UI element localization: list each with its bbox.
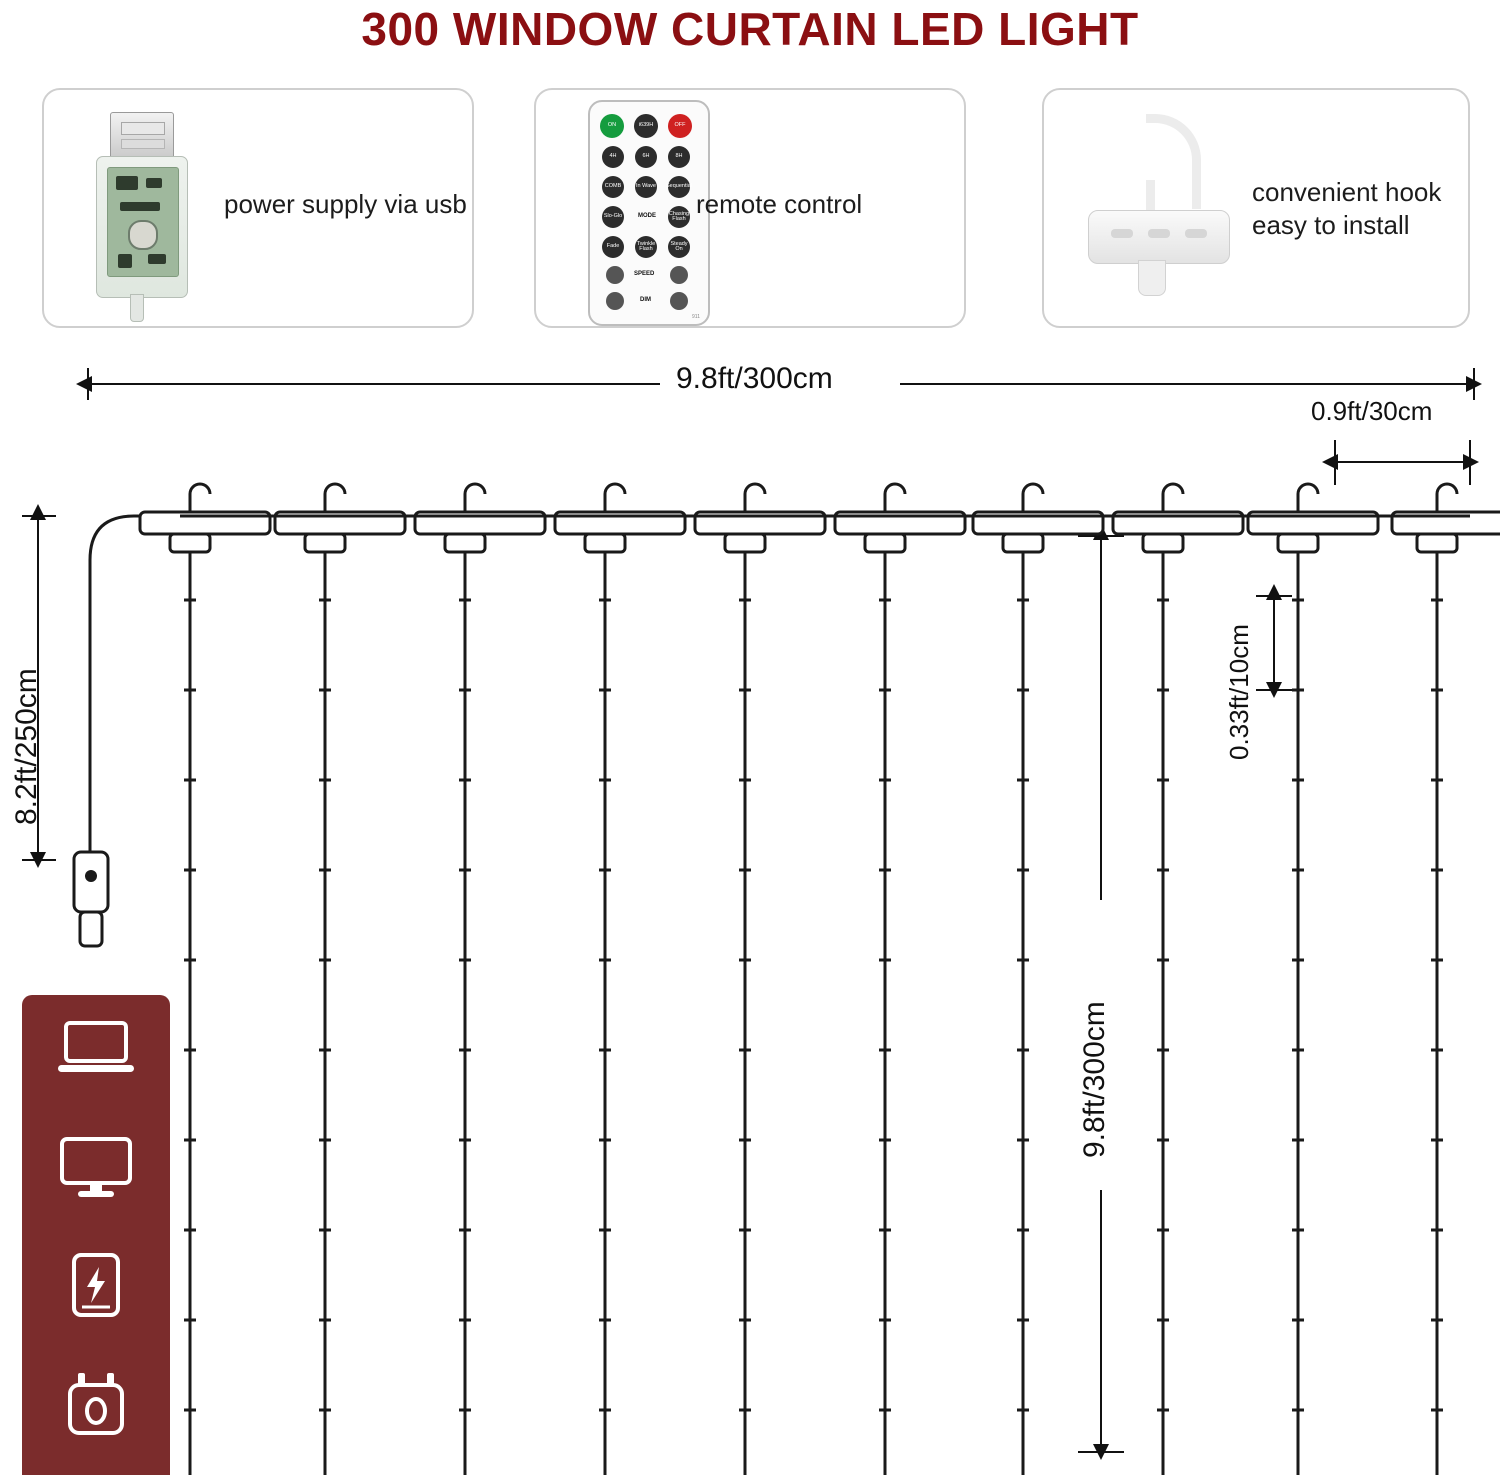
- feature-card-hook: [1042, 88, 1470, 328]
- remote-footer-text: 911: [692, 314, 700, 320]
- dimension-label-led-spacing: 0.33ft/10cm: [1224, 624, 1254, 760]
- remote-button-dim-up: [670, 292, 688, 310]
- remote-label-dim: DIM: [640, 297, 651, 303]
- strand-hook: [415, 484, 545, 1475]
- strand-hook: [1248, 484, 1378, 1475]
- usb-connector: [74, 852, 108, 946]
- strand-hook: [695, 484, 825, 1475]
- remote-button-speed-down: [606, 266, 624, 284]
- remote-label-speed: SPEED: [634, 271, 655, 277]
- dimension-label-strand-spacing: 0.9ft/30cm: [1311, 396, 1433, 426]
- strand-hook: [555, 484, 685, 1475]
- dimension-strand-spacing: [1335, 440, 1470, 485]
- dimension-label-cord-length: 8.2ft/250cm: [10, 668, 43, 825]
- monitor-icon: [56, 1135, 136, 1199]
- strand-hook: [835, 484, 965, 1475]
- remote-button-on: ON: [600, 114, 624, 138]
- remote-button-comb: COMB: [602, 176, 624, 198]
- strand-hook: [1392, 484, 1500, 1475]
- strand-hook: [973, 484, 1103, 1475]
- remote-button-8h: 8H: [668, 146, 690, 168]
- page-title: 300 WINDOW CURTAIN LED LIGHT: [361, 3, 1139, 55]
- dimension-label-drop-length: 9.8ft/300cm: [1078, 1001, 1111, 1158]
- feature-label-remote: remote control: [696, 189, 863, 219]
- remote-button-fade: Fade: [602, 236, 624, 258]
- remote-button-4h: 4H: [602, 146, 624, 168]
- feature-label-hook: [1252, 176, 1441, 241]
- dimension-led-spacing: [1256, 596, 1292, 690]
- remote-button-twinkle-flash: Twinkle Flash: [635, 236, 657, 258]
- compatible-devices-panel: [22, 995, 170, 1475]
- laptop-icon: [56, 1017, 136, 1081]
- dimension-label-top-width: 9.8ft/300cm: [676, 362, 833, 395]
- wall-plug-icon: [56, 1371, 136, 1435]
- remote-button-i639h: i639H: [634, 114, 658, 138]
- strand-hook: [275, 484, 405, 1475]
- remote-button-chasing-flash: Chasing Flash: [668, 206, 690, 228]
- remote-button-6h: 6H: [635, 146, 657, 168]
- usb-plug-icon: [72, 108, 212, 318]
- light-strands: [140, 484, 1500, 1475]
- remote-control-icon: [588, 100, 708, 324]
- hook-icon: [1074, 110, 1239, 316]
- feature-label-hook-line2: easy to install: [1252, 209, 1410, 240]
- remote-button-in-wave: In Wave: [635, 176, 657, 198]
- power-bank-icon: [56, 1253, 136, 1317]
- feature-card-usb: [42, 88, 474, 328]
- remote-button-sequential: Sequential: [668, 176, 690, 198]
- feature-card-remote: [534, 88, 966, 328]
- feature-label-hook-line1: convenient hook: [1252, 177, 1442, 207]
- remote-button-off: OFF: [668, 114, 692, 138]
- remote-button-speed-up: [670, 266, 688, 284]
- dimension-drop-length: [1078, 536, 1124, 1452]
- feature-label-usb: power supply via usb: [224, 189, 467, 219]
- remote-label-mode: MODE: [638, 213, 656, 219]
- remote-button-dim-down: [606, 292, 624, 310]
- remote-button-slo-glo: Slo-Glo: [602, 206, 624, 228]
- power-cord: [90, 516, 180, 880]
- remote-button-steady-on: Steady On: [668, 236, 690, 258]
